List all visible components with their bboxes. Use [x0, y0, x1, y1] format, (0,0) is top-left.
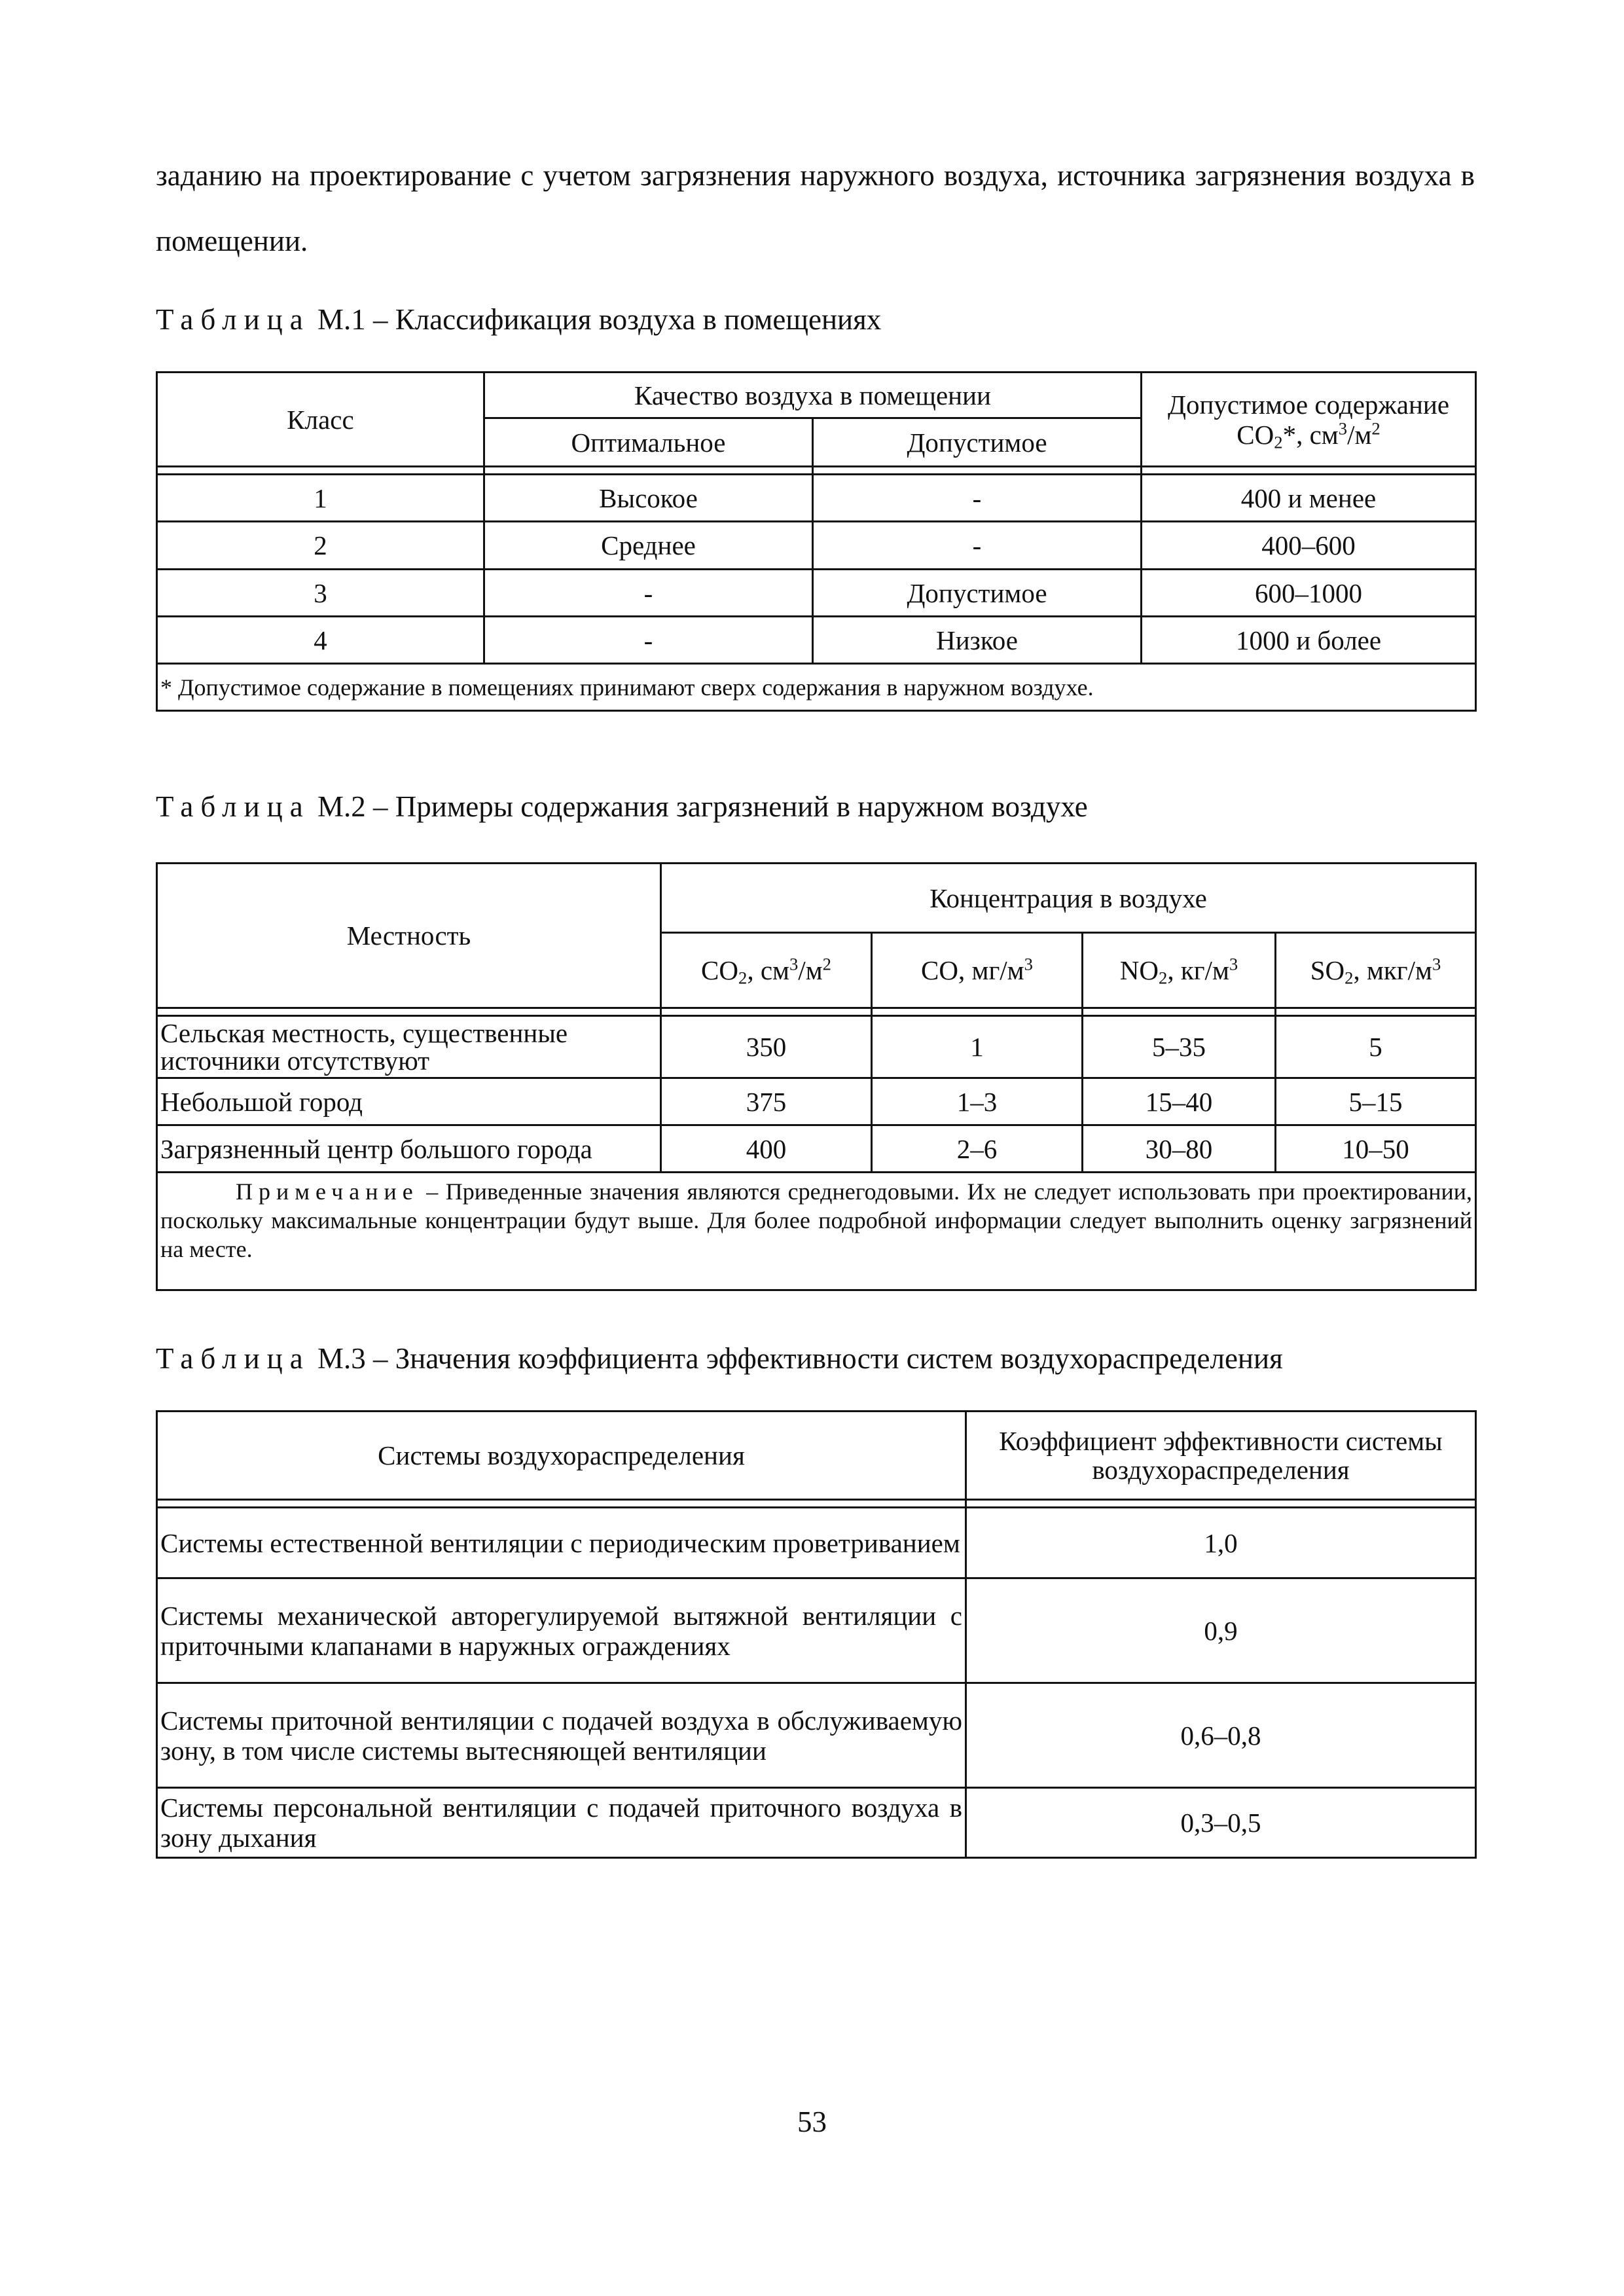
cell-co2: 375: [661, 1078, 872, 1125]
table-m1-caption: [156, 302, 881, 337]
so2-unit: , мкг/м: [1353, 955, 1432, 985]
co2-sub: 2: [738, 968, 748, 988]
cell-co2: 600–1000: [1142, 570, 1476, 617]
cell-system: Системы естественной вентиляции с периодическим проветриванием: [157, 1508, 966, 1578]
note-text: – Приведенные значения являются среднегодовыми. Их не следует использовать при проектировании, поскольку максимальные концентрации будут выше. Для более подробной информации следует выполнить оценку загрязнений на месте.: [160, 1178, 1472, 1262]
cell-no2: 30–80: [1083, 1125, 1276, 1173]
cell-coefficient: 1,0: [966, 1508, 1476, 1578]
cell-co: 1: [872, 1016, 1083, 1078]
header-coefficient: Коэффициент эффективности системы воздухораспределения: [966, 1412, 1476, 1500]
table-m3-caption: [156, 1341, 1283, 1376]
so2-sub: 2: [1344, 968, 1354, 988]
cell-co: 1–3: [872, 1078, 1083, 1125]
header-so2: [1276, 933, 1476, 1008]
table-row: [157, 570, 1476, 617]
cell-optimal: -: [484, 570, 813, 617]
table-row: [157, 522, 1476, 570]
cell-co2: 400: [661, 1125, 872, 1173]
header-co2-unit2: /м: [1347, 419, 1372, 450]
header-systems: Системы воздухораспределения: [157, 1412, 966, 1500]
table-number: М.3: [317, 1342, 366, 1375]
so2-formula: SO: [1310, 955, 1345, 985]
cell-optimal: Высокое: [484, 475, 813, 522]
header-co2: [661, 933, 872, 1008]
cell-class: 3: [157, 570, 484, 617]
header-co2-sup: 3: [1338, 418, 1348, 438]
cell-optimal: -: [484, 617, 813, 664]
note-label: Примечание: [236, 1178, 419, 1205]
co-unit: CO, мг/м: [921, 955, 1024, 985]
table-row: [157, 1078, 1476, 1125]
no2-sub: 2: [1158, 968, 1168, 988]
table-row: [157, 1508, 1476, 1578]
table-row: [157, 1788, 1476, 1858]
cell-class: 1: [157, 475, 484, 522]
header-acceptable: Допустимое: [813, 418, 1142, 467]
cell-place: Загрязненный центр большого города: [157, 1125, 661, 1173]
cell-coefficient: 0,6–0,8: [966, 1683, 1476, 1788]
header-co2-sub: 2: [1274, 432, 1283, 452]
so2-sup: 3: [1432, 954, 1441, 974]
cell-co2: 350: [661, 1016, 872, 1078]
table-title: – Классификация воздуха в помещениях: [365, 303, 882, 336]
co2-unit2: /м: [798, 955, 823, 985]
cell-system: Системы механической авторегулируемой вытяжной вентиляции с приточными клапанами в наружных ограждениях: [157, 1578, 966, 1683]
table-number: М.2: [317, 790, 366, 823]
co-sup: 3: [1024, 954, 1033, 974]
cell-co: 2–6: [872, 1125, 1083, 1173]
header-place: Местность: [157, 864, 661, 1008]
page-number: 53: [797, 2105, 827, 2138]
cell-class: 2: [157, 522, 484, 570]
table-row: [157, 475, 1476, 522]
cell-optimal: Среднее: [484, 522, 813, 570]
header-co2-limit: [1142, 373, 1476, 467]
cell-acceptable: -: [813, 475, 1142, 522]
header-concentration: Концентрация в воздухе: [661, 864, 1476, 933]
table-row: [157, 1683, 1476, 1788]
header-co: [872, 933, 1083, 1008]
cell-no2: 15–40: [1083, 1078, 1276, 1125]
co2-sup2: 2: [822, 954, 831, 974]
table-m1: [156, 371, 1477, 712]
no2-sup: 3: [1229, 954, 1238, 974]
header-co2-formula: CO: [1236, 419, 1274, 450]
header-no2: [1083, 933, 1276, 1008]
cell-so2: 5–15: [1276, 1078, 1476, 1125]
no2-formula: NO: [1119, 955, 1159, 985]
co2-unit: , см: [747, 955, 789, 985]
cell-place: Сельская местность, существенные источники отсутствуют: [157, 1016, 661, 1078]
cell-coefficient: 0,3–0,5: [966, 1788, 1476, 1858]
table-m1-footnote: * Допустимое содержание в помещениях принимают сверх содержания в наружном воздухе.: [157, 664, 1476, 711]
cell-co2: 400 и менее: [1142, 475, 1476, 522]
table-number: М.1: [317, 303, 366, 336]
header-co2-line1: Допустимое содержание: [1167, 389, 1450, 420]
cell-system: Системы приточной вентиляции с подачей воздуха в обслуживаемую зону, в том числе системы вытесняющей вентиляции: [157, 1683, 966, 1788]
cell-class: 4: [157, 617, 484, 664]
intro-paragraph: заданию на проектирование с учетом загрязнения наружного воздуха, источника загрязнения воздуха в помещении.: [156, 159, 1475, 257]
table-row: [157, 617, 1476, 664]
cell-place: Небольшой город: [157, 1078, 661, 1125]
table-title: – Значения коэффициента эффективности систем воздухораспределения: [365, 1342, 1283, 1375]
cell-acceptable: Низкое: [813, 617, 1142, 664]
table-row: [157, 1125, 1476, 1173]
header-co2-sup2: 2: [1371, 418, 1380, 438]
table-label: Таблица: [156, 303, 310, 336]
cell-no2: 5–35: [1083, 1016, 1276, 1078]
cell-co2: 1000 и более: [1142, 617, 1476, 664]
table-title: – Примеры содержания загрязнений в наружном воздухе: [365, 790, 1088, 823]
table-label: Таблица: [156, 1342, 310, 1375]
cell-so2: 5: [1276, 1016, 1476, 1078]
table-row: [157, 1016, 1476, 1078]
table-m3: [156, 1410, 1477, 1859]
cell-acceptable: -: [813, 522, 1142, 570]
cell-coefficient: 0,9: [966, 1578, 1476, 1683]
table-m2-caption: [156, 790, 1088, 824]
table-label: Таблица: [156, 790, 310, 823]
cell-system: Системы персональной вентиляции с подачей приточного воздуха в зону дыхания: [157, 1788, 966, 1858]
no2-unit: , кг/м: [1167, 955, 1229, 985]
cell-acceptable: Допустимое: [813, 570, 1142, 617]
cell-so2: 10–50: [1276, 1125, 1476, 1173]
header-quality: Качество воздуха в помещении: [484, 373, 1142, 418]
header-co2-unit: *, см: [1282, 419, 1339, 450]
co2-sup: 3: [789, 954, 799, 974]
table-row: [157, 1578, 1476, 1683]
table-m2: [156, 862, 1477, 1291]
co2-formula: CO: [701, 955, 738, 985]
header-class: Класс: [157, 373, 484, 467]
header-optimal: Оптимальное: [484, 418, 813, 467]
cell-co2: 400–600: [1142, 522, 1476, 570]
table-m2-note: [157, 1173, 1476, 1290]
